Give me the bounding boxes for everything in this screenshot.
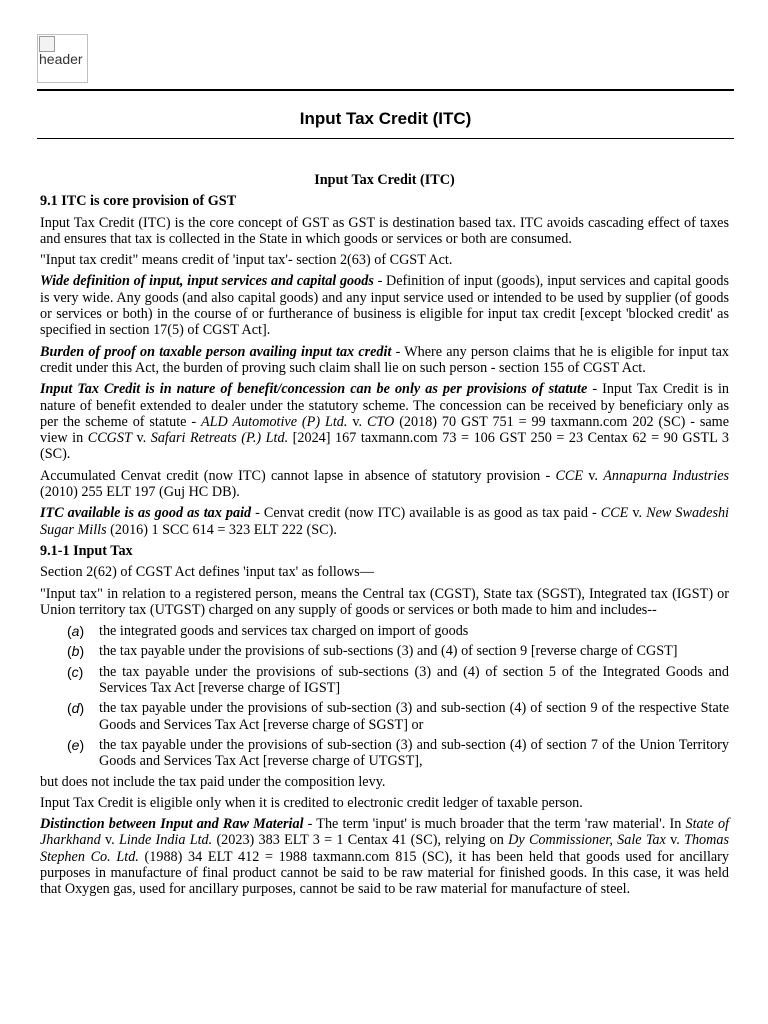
list-item [40, 700, 729, 733]
top-divider [37, 89, 734, 91]
broken-image-icon [39, 36, 55, 52]
paragraph-itc-definition: "Input tax credit" means credit of 'input tax'- section 2(63) of CGST Act. [40, 252, 453, 269]
clause-text: the tax payable under the provisions of sub-sections (3) and (4) of section 9 [reverse charge of CGST] [99, 643, 678, 660]
paragraph-benefit-concession: Input Tax Credit is in nature of benefit/concession can be only as per provisions of statute - Input Tax Credit is in nature of benefit extended to dealer under the statutory scheme. The concession can be received by beneficiary only as per the scheme of statute - ALD Automotive (P) Ltd. v. CTO (2018) 70 GST 751 = 99 taxmann.com 202 (SC) - same view in CCGST v. Safari Retreats (P.) Ltd. [2024] 167 taxmann.com 73 = 106 GST 250 = 23 Centax 62 = 90 GSTL 3 (SC). [40, 381, 730, 463]
clause-marker: (a) [67, 623, 85, 640]
paragraph-burden-of-proof: Burden of proof on taxable person availing input tax credit - Where any person claims that he is eligible for input tax credit under this Act, the burden of proving such claim shall lie on such person - section 155 of CGST Act. [40, 343, 729, 376]
lead-burden-of-proof: Burden of proof on taxable person availing input tax credit [40, 343, 392, 360]
paragraph-section-2-62: Section 2(62) of CGST Act defines 'input tax' as follows— [40, 564, 374, 581]
clause-text: the tax payable under the provisions of sub-section (3) and sub-section (4) of section 7 of the Union Territory Goods and Services Tax Act [reverse charge of UTGST], [99, 736, 729, 770]
case-name: Thomas Stephen Co. Ltd. [40, 832, 730, 865]
case-name: CCE [600, 505, 629, 522]
clause-text: the tax payable under the provisions of sub-sections (3) and (4) of section 5 of the Integrated Goods and Services Tax Act [reverse charge of IGST] [99, 663, 729, 697]
paragraph-input-vs-raw-material: Distinction between Input and Raw Material - The term 'input' is much broader that the term 'raw material'. In State of Jharkhand v. Linde India Ltd. (2023) 383 ELT 3 = 1 Centax 41 (SC), relying on Dy Commissioner, Sale Tax v. Thomas Stephen Co. Ltd. (1988) 34 ELT 412 = 1988 taxmann.com 815 (SC), it has been held that goods used for ancillary purposes in manufacture of final product cannot be said to be raw material for finished goods. In this case, it was held that Oxygen gas, used for ancillary purposes, cannot be said to be raw material for manufacture of steel. [40, 816, 730, 898]
list-item [40, 737, 729, 770]
list-item [40, 623, 729, 639]
case-name: New Swadeshi Sugar Mills [40, 505, 729, 538]
header-image-alt: header [39, 51, 83, 67]
page-title: Input Tax Credit (ITC) [299, 109, 472, 128]
paragraph-itc-core: Input Tax Credit (ITC) is the core concept of GST as GST is destination based tax. ITC avoids cascading effect of taxes and ensures that tax is collected in the State in which goods or services or both are consumed. [40, 214, 729, 247]
lead-benefit-concession: Input Tax Credit is in nature of benefit/concession can be only as per provisions of statute [40, 381, 588, 398]
clause-marker: (e) [67, 736, 85, 753]
case-name: CCE [555, 467, 584, 484]
paragraph-input-tax-definition: "Input tax" in relation to a registered person, means the Central tax (CGST), State tax (SGST), Integrated tax (IGST) or Union territory tax (UTGST) charged on any supply of goods or services or both made to him and includes-- [40, 585, 729, 618]
paragraph-itc-tax-paid: ITC available is as good as tax paid - Cenvat credit (now ITC) available is as good as tax paid - CCE v. New Swadeshi Sugar Mills (2016) 1 SCC 614 = 323 ELT 222 (SC). [40, 505, 729, 538]
paragraph-cenvat-lapse: Accumulated Cenvat credit (now ITC) cannot lapse in absence of statutory provision - CCE v. Annapurna Industries (2010) 255 ELT 197 (Guj HC DB). [40, 467, 730, 501]
document-body [40, 172, 729, 903]
clause-marker: (b) [67, 643, 85, 660]
clause-text: the tax payable under the provisions of sub-section (3) and sub-section (4) of section 9 of the respective State Goods and Services Tax Act [reverse charge of SGST] or [99, 700, 729, 733]
case-name: State of Jharkhand [40, 816, 730, 849]
clause-marker: (c) [67, 663, 84, 680]
lead-wide-definition: Wide definition of input, input services and capital goods [40, 273, 374, 290]
case-name: CCGST [87, 430, 132, 447]
case-name: Safari Retreats (P.) Ltd. [150, 430, 289, 447]
case-name: ALD Automotive (P) Ltd. [200, 413, 348, 430]
paragraph-composition-levy: but does not include the tax paid under the composition levy. [40, 773, 386, 790]
case-name: Annapurna Industries [603, 467, 730, 484]
heading-input-tax: 9.1-1 Input Tax [40, 542, 133, 559]
lead-input-vs-raw-material: Distinction between Input and Raw Material [40, 816, 304, 833]
case-name: CTO [366, 413, 395, 430]
list-item [40, 664, 729, 697]
case-name: Linde India Ltd. [118, 832, 213, 849]
title-divider [37, 138, 734, 139]
header-image [37, 34, 88, 83]
list-item [40, 643, 729, 659]
clause-marker: (d) [67, 700, 85, 717]
lead-itc-tax-paid: ITC available is as good as tax paid [40, 505, 252, 522]
heading-itc-core: 9.1 ITC is core provision of GST [40, 193, 237, 210]
clause-list [40, 623, 729, 769]
clause-text: the integrated goods and services tax charged on import of goods [99, 623, 469, 640]
section-title: Input Tax Credit (ITC) [314, 172, 455, 188]
case-name: Dy Commissioner, Sale Tax [508, 832, 666, 849]
paragraph-credit-ledger: Input Tax Credit is eligible only when it is credited to electronic credit ledger of taxable person. [40, 794, 583, 811]
paragraph-wide-definition: Wide definition of input, input services and capital goods - Definition of input (goods), input services and capital goods is very wide. Any goods (and also capital goods) and any input service used or intended to be used by supplier (of goods or services or both) in the course of or furtherance of business is eligible for input tax credit [except 'blocked credit' as specified in section 17(5) of CGST Act]. [40, 273, 729, 339]
